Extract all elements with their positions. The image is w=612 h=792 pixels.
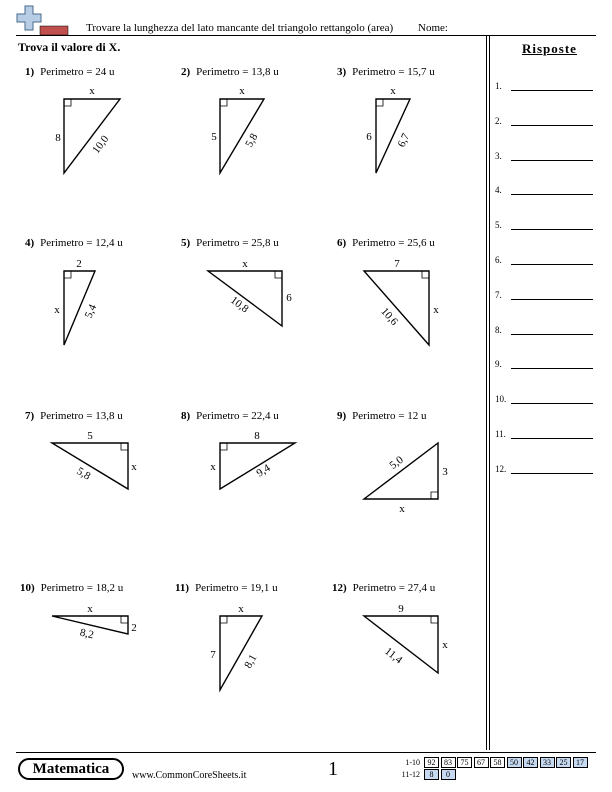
- problem-text: Perimetro = 12 u: [352, 410, 427, 422]
- problem-number: 8): [181, 410, 191, 422]
- problem-number: 9): [337, 410, 347, 422]
- score-cell: 83: [441, 757, 456, 768]
- problem-2-label: [181, 66, 279, 78]
- triangle-11-hypotenuse: 8,1: [242, 652, 260, 671]
- triangle-9-side-a: 3: [442, 466, 448, 478]
- triangle-10-hypotenuse: 8,2: [78, 626, 95, 642]
- score-row-label: 1-10: [405, 758, 420, 767]
- triangle-12: [364, 603, 448, 673]
- triangle-5: [208, 258, 292, 326]
- triangle-3: [366, 85, 412, 173]
- answer-number: 12.: [495, 463, 507, 474]
- answer-number: 6.: [495, 255, 502, 265]
- triangle-4-side-b: x: [54, 304, 60, 316]
- score-row-label: 11-12: [401, 770, 420, 779]
- problem-text: Perimetro = 15,7 u: [352, 66, 435, 78]
- answer-blank[interactable]: [511, 473, 593, 474]
- problem-text: Perimetro = 25,6 u: [352, 237, 435, 249]
- triangle-5-side-b: 6: [286, 292, 292, 304]
- problem-text: Perimetro = 12,4 u: [40, 237, 123, 249]
- name-label: Nome:: [418, 22, 448, 34]
- triangle-6: [364, 258, 439, 345]
- problem-number: 12): [332, 582, 347, 594]
- problem-text: Perimetro = 13,8 u: [40, 410, 123, 422]
- problem-5-label: [181, 237, 279, 249]
- triangle-6-side-a: 7: [394, 258, 400, 270]
- answer-blank[interactable]: [511, 160, 593, 161]
- header-rule: [16, 35, 596, 36]
- problem-3-label: [337, 66, 435, 78]
- problem-1-label: [25, 66, 115, 78]
- answer-number: 2.: [495, 115, 502, 126]
- page-number: 1: [328, 758, 338, 780]
- triangle-2-hypotenuse: 5,8: [243, 131, 261, 150]
- answer-number: 10.: [495, 394, 507, 405]
- triangle-7: [52, 430, 137, 489]
- triangle-1-hypotenuse: 10,0: [90, 133, 112, 156]
- answer-number: 4.: [495, 185, 502, 196]
- triangle-7-hypotenuse: 5,8: [74, 465, 93, 483]
- answer-number: 7.: [495, 289, 502, 300]
- triangle-11: [210, 603, 262, 690]
- answer-blank[interactable]: [511, 368, 593, 369]
- answer-blank[interactable]: [511, 403, 593, 404]
- problem-number: 6): [337, 237, 347, 249]
- answer-number: 8.: [495, 324, 502, 335]
- footer-website[interactable]: www.CommonCoreSheets.it: [132, 770, 247, 781]
- triangle-1: [55, 85, 120, 173]
- score-cell: 67: [474, 757, 489, 768]
- footer-rule: [16, 752, 596, 753]
- answer-blank[interactable]: [511, 194, 593, 195]
- answer-number: 3.: [495, 150, 502, 161]
- triangle-8: [210, 430, 295, 489]
- answer-number: 9.: [495, 359, 502, 370]
- problem-number: 1): [25, 66, 35, 78]
- triangle-4: [54, 258, 99, 345]
- triangle-3-hypotenuse: 6,7: [395, 131, 413, 150]
- answer-number: 1.: [495, 81, 502, 91]
- problem-11-label: [175, 582, 278, 594]
- problem-8-label: [181, 410, 279, 422]
- problem-number: 2): [181, 66, 191, 78]
- problem-4-label: [25, 237, 123, 249]
- score-cell: 58: [490, 757, 505, 768]
- answer-blank[interactable]: [511, 299, 593, 300]
- triangle-10-side-b: 2: [131, 622, 137, 634]
- triangle-5-hypotenuse: 10,8: [228, 294, 251, 316]
- problem-text: Perimetro = 18,2 u: [40, 582, 124, 594]
- problem-text: Perimetro = 13,8 u: [196, 66, 279, 78]
- answer-blank[interactable]: [511, 229, 593, 230]
- problem-text: Perimetro = 25,8 u: [196, 237, 279, 249]
- triangle-9-hypotenuse: 5,0: [387, 453, 406, 472]
- triangle-1-side-b: 8: [55, 132, 61, 144]
- answer-blank[interactable]: [511, 125, 593, 126]
- triangle-6-side-b: x: [433, 304, 439, 316]
- triangle-10-side-a: x: [87, 603, 93, 615]
- instructions: Trova il valore di X.: [18, 40, 121, 54]
- triangle-12-side-b: x: [442, 639, 448, 651]
- problem-12-label: [332, 582, 435, 594]
- triangle-9: [364, 443, 448, 515]
- answer-number: 5.: [495, 220, 502, 231]
- answer-blank[interactable]: [511, 438, 593, 439]
- triangle-3-side-a: x: [390, 85, 396, 97]
- triangle-7-side-b: x: [131, 461, 137, 473]
- problem-text: Perimetro = 27,4 u: [352, 582, 436, 594]
- problem-number: 5): [181, 237, 191, 249]
- answer-column-divider: [486, 36, 490, 750]
- triangle-6-hypotenuse: 10,6: [378, 305, 401, 328]
- triangle-1-side-a: x: [89, 85, 95, 97]
- triangle-11-side-a: x: [238, 603, 244, 615]
- triangle-4-side-a: 2: [76, 258, 82, 270]
- triangle-12-side-a: 9: [398, 603, 404, 615]
- triangle-2-side-b: 5: [211, 131, 217, 143]
- triangle-10: [52, 603, 137, 641]
- score-cell: 8: [424, 769, 439, 780]
- score-cell: 50: [507, 757, 522, 768]
- problem-text: Perimetro = 22,4 u: [196, 410, 279, 422]
- answers-title: Risposte: [522, 41, 577, 56]
- problem-text: Perimetro = 24 u: [40, 66, 115, 78]
- score-cell: 33: [540, 757, 555, 768]
- triangle-8-side-a: 8: [254, 430, 260, 442]
- score-cell: 42: [523, 757, 538, 768]
- problem-number: 3): [337, 66, 347, 78]
- problem-9-label: [337, 410, 427, 422]
- answer-blank[interactable]: [511, 264, 593, 265]
- problem-number: 7): [25, 410, 35, 422]
- triangle-12-hypotenuse: 11,4: [382, 645, 405, 667]
- score-cell: 25: [556, 757, 571, 768]
- problem-number: 11): [175, 582, 190, 594]
- score-cell: 75: [457, 757, 472, 768]
- triangle-9-side-b: x: [399, 503, 405, 515]
- problem-7-label: [25, 410, 123, 422]
- triangle-11-side-b: 7: [210, 649, 216, 661]
- triangle-8-hypotenuse: 9,4: [254, 462, 273, 480]
- footer-brand: Matematica: [18, 758, 124, 780]
- problem-10-label: [20, 582, 123, 594]
- problem-text: Perimetro = 19,1 u: [195, 582, 278, 594]
- score-cell: 17: [573, 757, 588, 768]
- answer-blank[interactable]: [511, 90, 593, 91]
- worksheet-title: Trovare la lunghezza del lato mancante del triangolo rettangolo (area): [86, 22, 394, 34]
- score-cell: 92: [424, 757, 439, 768]
- answer-number: 11.: [495, 429, 506, 439]
- triangle-2: [211, 85, 264, 173]
- triangle-4-hypotenuse: 5,4: [82, 302, 100, 321]
- problem-number: 10): [20, 582, 35, 594]
- triangle-2-side-a: x: [239, 85, 245, 97]
- triangle-3-side-b: 6: [366, 131, 372, 143]
- answer-blank[interactable]: [511, 334, 593, 335]
- problem-number: 4): [25, 237, 35, 249]
- problem-6-label: [337, 237, 435, 249]
- logo-icon: [16, 4, 72, 36]
- score-cell: 0: [441, 769, 456, 780]
- triangle-8-side-b: x: [210, 461, 216, 473]
- triangle-5-side-a: x: [242, 258, 248, 270]
- triangle-7-side-a: 5: [87, 430, 93, 442]
